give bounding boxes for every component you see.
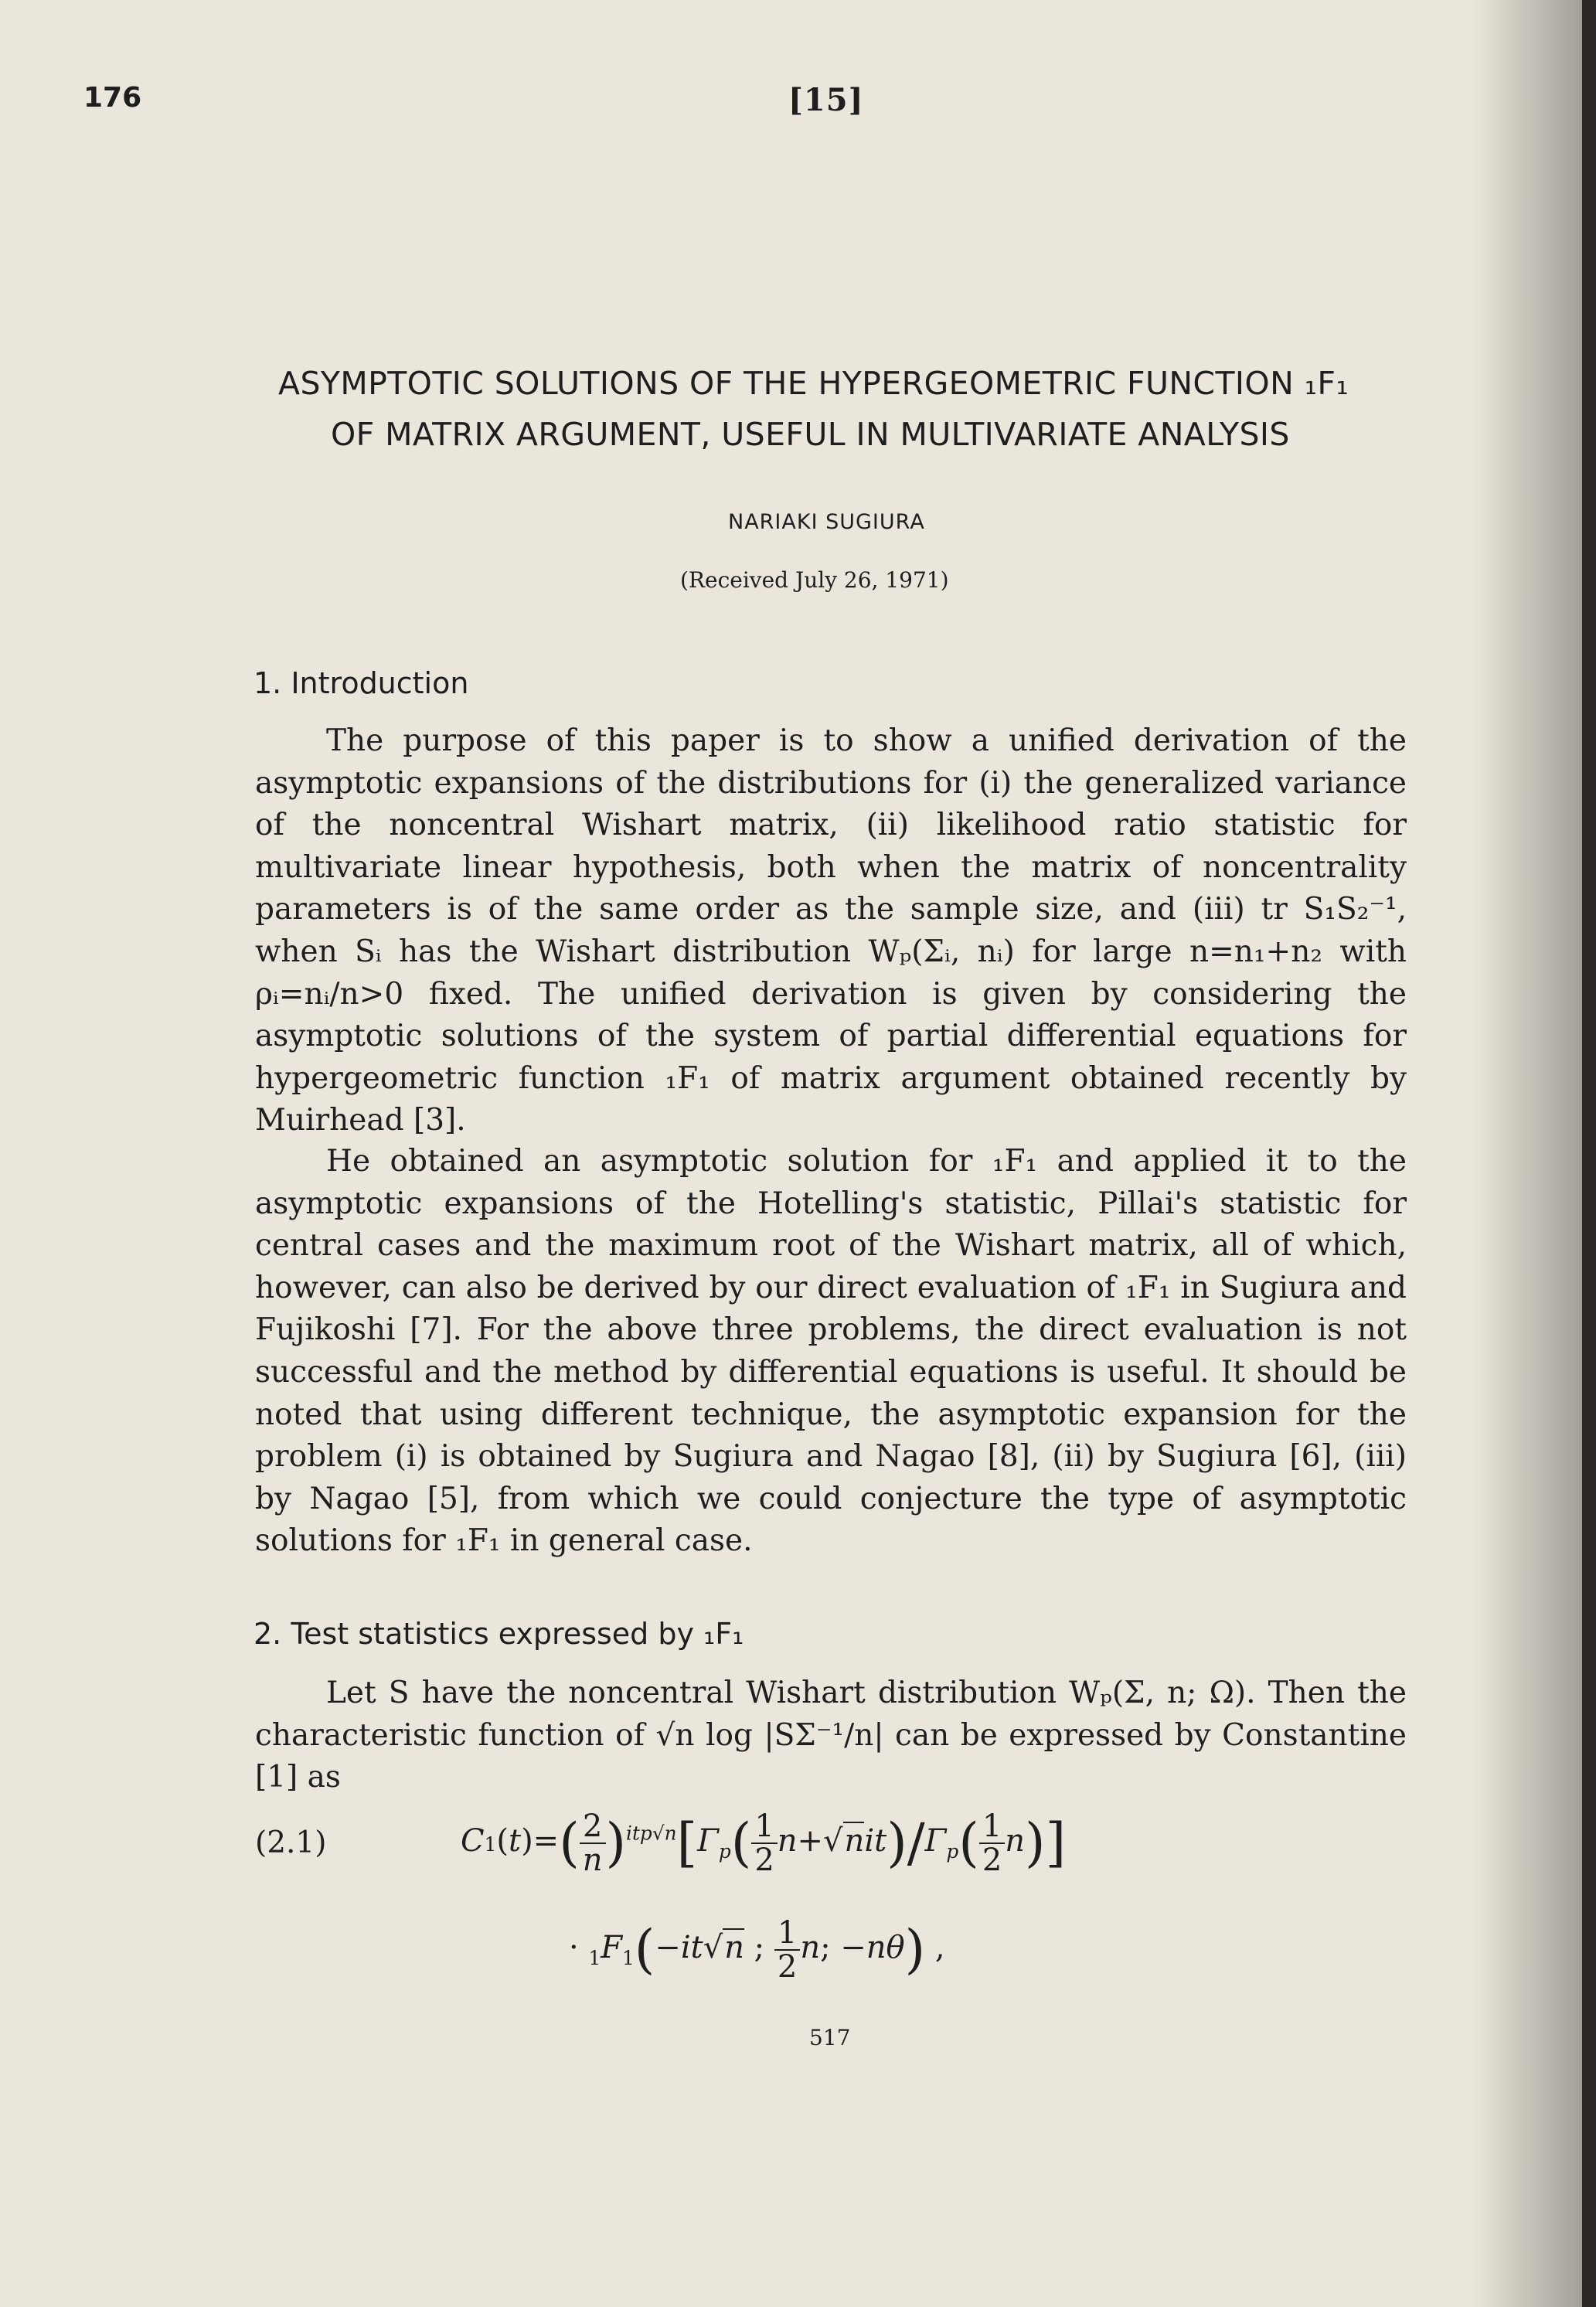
- section-2-heading: 2. Test statistics expressed by ₁F₁: [254, 1617, 744, 1651]
- received-date: (Received July 26, 1971): [680, 567, 949, 593]
- equation-label: (2.1): [255, 1826, 327, 1860]
- section-1-paragraph-2: He obtained an asymptotic solution for ₁F₁ and applied it to the asymptotic expansions of the Hotelling's statistic, Pillai's statistic for central cases and the maximum root of the Wishart matrix, all of which, however, can also be derived by our direct evaluation of ₁F₁ in Sugiura and Fujikoshi [7]. For the above three problems, the direct evaluation is not successful and the method by differential equations is useful. It should be noted that using different technique, the asymptotic expansion for the problem (i) is obtained by Sugiura and Nagao [8], (ii) by Sugiura [6], (iii) by Nagao [5], from which we could conjecture the type of asymptotic solutions for ₁F₁ in general case.: [255, 1144, 1407, 1559]
- running-head: [15]: [788, 82, 864, 118]
- page-number-bottom: 517: [809, 2025, 851, 2050]
- author-name: NARIAKI SUGIURA: [728, 510, 925, 534]
- section-1-paragraph-1: The purpose of this paper is to show a unified derivation of the asymptotic expansions of the distributions for (i) the generalized variance of the noncentral Wishart matrix, (ii) likelihood ratio statistic for multivariate linear hypothesis, both when the matrix of noncentrality parameters is of the same order as the sample size, and (iii) tr S₁S₂⁻¹, when Sᵢ has the Wishart distribution Wₚ(Σᵢ, nᵢ) for large n=n₁+n₂ with ρᵢ=nᵢ/n>0 fixed. The unified derivation is given by considering the asymptotic solutions of the system of partial differential equations for hypergeometric function ₁F₁ of matrix argument obtained recently by Muirhead [3].: [255, 723, 1407, 1138]
- section-1-heading: 1. Introduction: [254, 666, 469, 700]
- section-2-paragraph-1: Let S have the noncentral Wishart distribution Wₚ(Σ, n; Ω). Then the characteristic function of √n log |SΣ⁻¹/n| can be expressed by Constantine [1] as: [255, 1676, 1407, 1795]
- equation-2-1-line-2: · $_1F_1(-it√n$ ; $\frac{1}{2}$ n; −nθ) ,: [569, 1915, 945, 1985]
- page-edge-shadow: [1472, 0, 1596, 2307]
- equation-2-1-line-1: C1(t)=( $\frac{2}{n}$ )$^{itp√n}[\Gamma_p$( $\frac{1}{2}$ $n+√nit)/\Gamma_p$( $\frac{1}{2}$ n)]: [461, 1809, 1067, 1878]
- page-number-top: 176: [83, 82, 142, 114]
- binding-edge: [1582, 0, 1596, 2307]
- title-line-2: OF MATRIX ARGUMENT, USEFUL IN MULTIVARIATE ANALYSIS: [331, 416, 1290, 453]
- title-line-1: ASYMPTOTIC SOLUTIONS OF THE HYPERGEOMETRIC FUNCTION ₁F₁: [278, 365, 1349, 402]
